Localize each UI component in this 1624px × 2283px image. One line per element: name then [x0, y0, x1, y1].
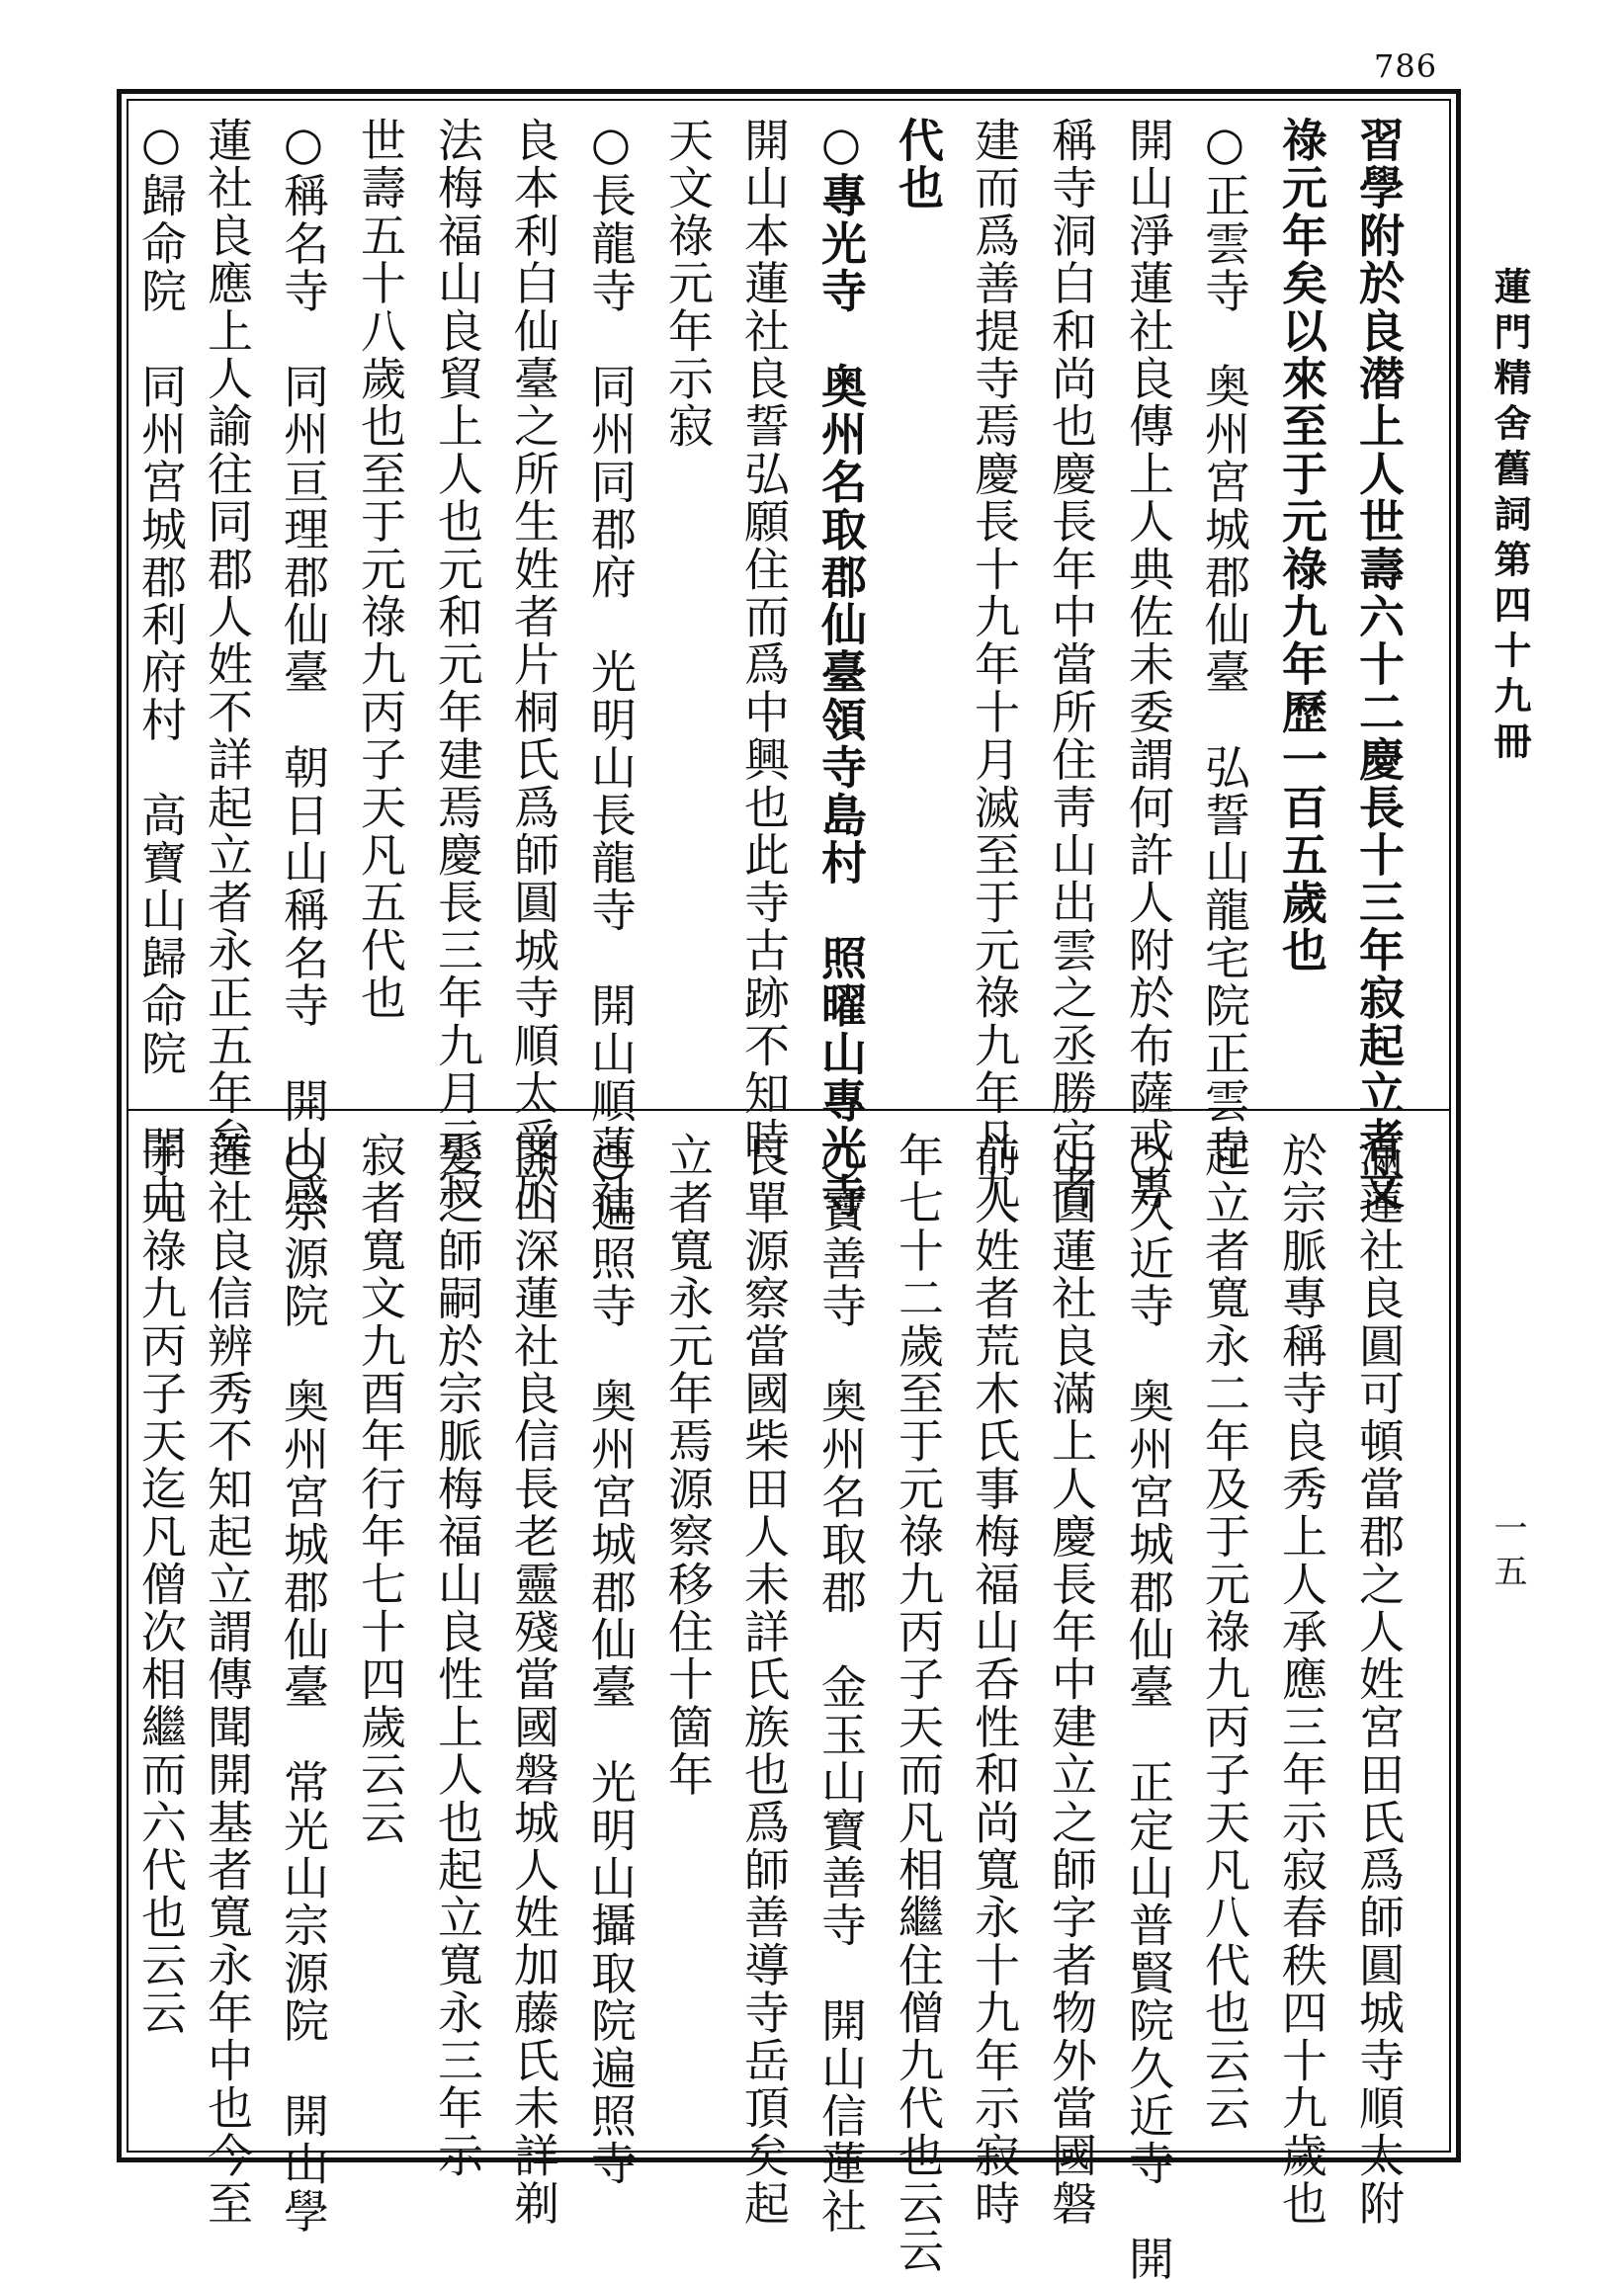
text-column: 開山淨蓮社良傳上人典佐未委謂何許人附於布薩戒專 — [1122, 117, 1175, 1213]
text-column: 于元祿九丙子天迄凡僧次相繼而六代也云云 — [134, 1132, 188, 2037]
text-column: 開山本蓮社良誓弘願住而爲中興也此寺古跡不知時 — [737, 117, 791, 1165]
running-title: 蓮門精舍舊詞第四十九冊 — [1488, 267, 1532, 767]
text-column: 世壽五十八歲也至于元祿九丙子天凡五代也 — [354, 117, 407, 1022]
text-column: ○寶善寺 奥州名取郡 金玉山寶善寺 開山信蓮社 — [814, 1132, 868, 2236]
text-column: 法梅福山良貿上人也元和元年建焉慶長三年九月示寂 — [431, 117, 484, 1213]
text-column: ○宗源院 奥州宮城郡仙臺 常光山宗源院 開山學 — [277, 1132, 330, 2236]
text-column: 山圓蓮社良滿上人慶長年中建立之師字者物外當國磐 — [1045, 1132, 1098, 2228]
text-column: 蓮社良應上人諭往同郡人姓不詳起立者永正五年矣 — [201, 117, 254, 1165]
folio-number: 一五 — [1488, 1510, 1527, 1597]
text-column: ○稱名寺 同州亘理郡仙臺 朝日山稱名寺 開山感 — [277, 117, 330, 1221]
text-column: ○歸命院 同州宮城郡利府村 高寶山歸命院 開山 — [134, 117, 188, 1221]
text-column: 寂者寬文九酉年行年七十四歲云云 — [354, 1132, 407, 1846]
text-column: 立者寬永元年焉源察移住十箇年 — [661, 1132, 715, 1799]
text-column: 建而爲善提寺焉慶長十九年十月滅至于元祿九年凡九 — [968, 117, 1021, 1213]
text-column: ○專光寺 奥州名取郡仙臺領寺島村 照曜山專光寺 — [814, 117, 868, 1221]
text-column: 祿元年矣以來至于元祿九年歷一百五歲也 — [1275, 117, 1328, 974]
text-column: 習學附於良潜上人世壽六十二慶長十三年寂起立者文 — [1352, 117, 1406, 1213]
text-column: ○遍照寺 奥州宮城郡仙臺 光明山攝取院遍照寺 — [584, 1132, 638, 2188]
text-column: 前人姓者荒木氏事梅福山呑性和尚寬永十九年示寂時 — [968, 1132, 1021, 2228]
text-column: 蓮社良信辨秀不知起立謂傳聞開基者寬永年中也今至 — [201, 1132, 254, 2228]
text-column: ○長龍寺 同州同郡府 光明山長龍寺 開山順蓮社 — [584, 117, 638, 1221]
text-column: 於宗脈專稱寺良秀上人承應三年示寂春秩四十九歲也 — [1275, 1132, 1328, 2228]
text-column: 良本利白仙臺之所生姓者片桐氏爲師圓城寺順太受於 — [507, 117, 560, 1213]
page-number: 786 — [1374, 47, 1438, 85]
text-column: ○久近寺 奥州宮城郡仙臺 正定山普賢院久近寺 開 — [1122, 1132, 1175, 2283]
text-column: ○正雲寺 奥州宮城郡仙臺 弘誓山龍宅院正雲寺 — [1198, 117, 1251, 1173]
text-column: 稱寺洞白和尚也慶長年中當所住靑山出雲之丞勝定者 — [1045, 117, 1098, 1213]
text-column: 起立者寬永二年及于元祿九丙子天凡八代也云云 — [1198, 1132, 1251, 2133]
text-column: 髮之師嗣於宗脈梅福山良性上人也起立寬永三年示 — [431, 1132, 484, 2180]
text-column: 開山深蓮社良信長老靈殘當國磐城人姓加藤氏未詳剃 — [507, 1132, 560, 2228]
text-column: 滿蓮社良圓可頓當郡之人姓宮田氏爲師圓城寺順太附 — [1352, 1132, 1406, 2228]
text-column: 良單源察當國柴田人未詳氏族也爲師善導寺岳頂矣起 — [737, 1132, 791, 2228]
text-column: 天文祿元年示寂 — [661, 117, 715, 451]
text-column: 年七十二歲至于元祿九丙子天而凡相繼住僧九代也云云 — [892, 1132, 945, 2275]
text-column: 代也 — [892, 117, 945, 212]
